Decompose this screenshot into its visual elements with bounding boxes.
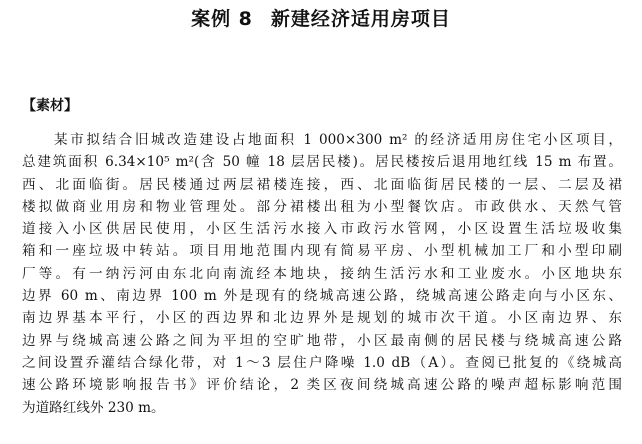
material-paragraph: [22, 129, 622, 419]
paragraph-line: 之间设置乔灌结合绿化带，对 1～3 层住户降噪 1.0 dB（A）。查阅已批复的《绕城高: [22, 354, 622, 371]
paragraph-line: 厂等。有一纳污河由东北向南流经本地块，接纳生活污水和工业废水。小区地块东: [22, 265, 622, 282]
paragraph-line: 道接入小区供居民使用，小区生活污水接入市政污水管网，小区设置生活垃圾收集: [22, 221, 622, 238]
section-heading: 【素材】: [22, 98, 78, 114]
paragraph-line: 总建筑面积 6.34×10⁵ m²(含 50 幢 18 层居民楼)。居民楼按后退用地红线 15 m 布置。: [22, 154, 622, 171]
paragraph-line: 箱和一座垃圾中转站。项目用地范围内现有简易平房、小型机械加工厂和小型印刷: [22, 243, 622, 260]
paragraph-line: 某市拟结合旧城改造建设占地面积 1 000×300 m² 的经济适用房住宅小区项目，: [54, 132, 622, 148]
paragraph-line: 西、北面临街。居民楼通过两层裙楼连接，西、北面临街居民楼的一层、二层及裙: [22, 176, 622, 193]
paragraph-line: 速公路环境影响报告书》评价结论，2 类区夜间绕城高速公路的噪声超标影响范围: [22, 377, 622, 394]
case-title: [0, 6, 642, 32]
case-name: 新建经济适用房项目: [270, 8, 451, 30]
paragraph-line: 南边界基本平行，小区的西边界和北边界外是规划的城市次干道。小区南边界、东: [22, 310, 622, 327]
paragraph-line: 为道路红线外 230 m。: [22, 399, 165, 416]
paragraph-line: 楼拟做商业用房和物业管理处。部分裙楼出租为小型餐饮店。市政供水、天然气管: [22, 198, 622, 215]
paragraph-line: 边界 60 m、南边界 100 m 外是现有的绕城高速公路，绕城高速公路走向与小区东、: [22, 288, 622, 305]
case-number: 案例 8: [191, 8, 253, 30]
paragraph-line: 边界与绕城高速公路之间为平坦的空旷地带，小区最南侧的居民楼与绕城高速公路: [22, 332, 622, 349]
